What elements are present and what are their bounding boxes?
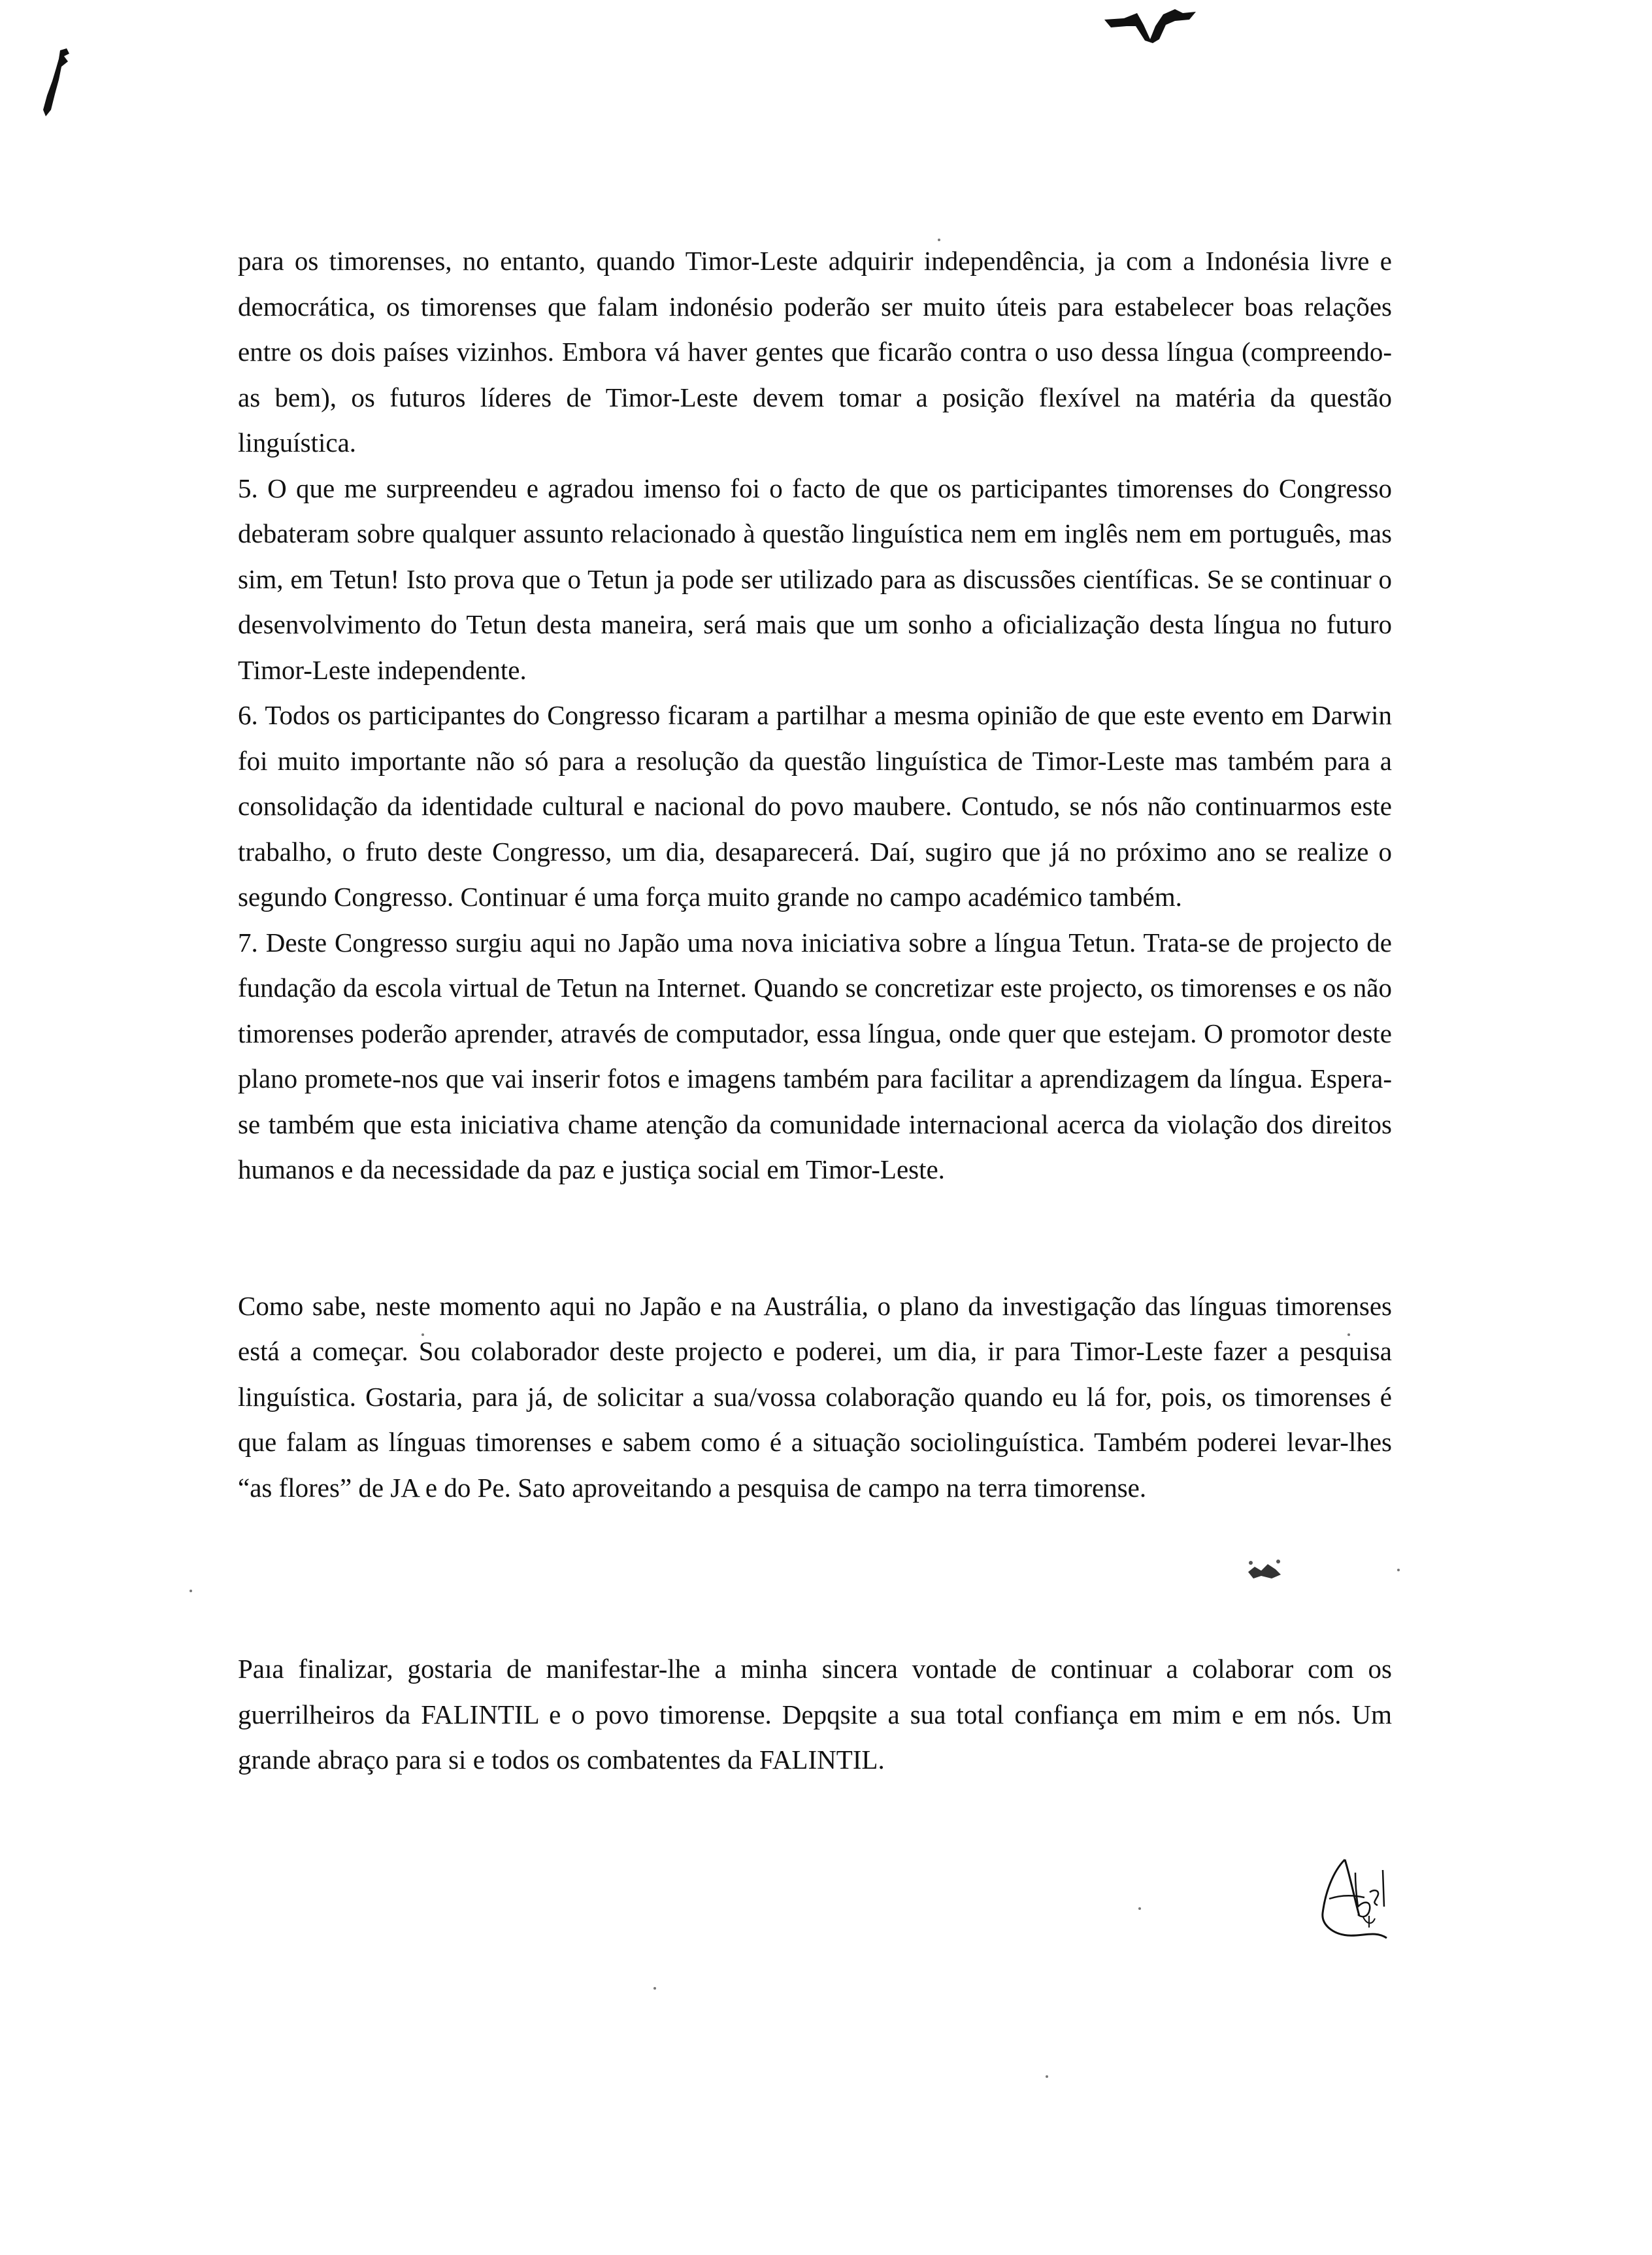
paragraph-research: Como sabe, neste momento aqui no Japão e na Austrália, o plano da investigação das línguas timorenses está a começar. Sou colaborador deste projecto e poderei, um dia, ir para Timor-Leste fazer a pesquisa linguística. Gostaria, para já, de solicitar a sua/vossa colaboração quando eu lá for, pois, os timorenses é que falam as línguas timorenses e sabem como é a situação sociolinguística. Também poderei levar-lhes “as flores” de JA e do Pe. Sato aproveitando a pesquisa de campo na terra timorense. [238, 1290, 1392, 1503]
paragraph-spacer [238, 1193, 1392, 1284]
scan-speck [190, 1590, 192, 1592]
scan-blot-mark [41, 47, 73, 119]
scan-speck [653, 1987, 656, 1990]
scan-blot-mark [1098, 0, 1202, 46]
scan-speck [1046, 2075, 1048, 2078]
scan-speck [1138, 1907, 1141, 1910]
scan-speck [1397, 1569, 1400, 1571]
paragraph-spacer [238, 1511, 1392, 1646]
paragraph-closing: Paıa finalizar, gostaria de manifestar-lhe a minha sincera vontade de continuar a colaborar com os guerrilheiros da FALINTIL e o povo timorense. Depqsite a sua total confiança em mim e em nós. Um grande abraço para si e todos os combatentes da FALINTIL. [238, 1654, 1392, 1775]
paragraph-language-policy: para os timorenses, no entanto, quando Timor-Leste adquirir independência, ja com a Indonésia livre e democrática, os timorenses que falam indonésio poderão ser muito úteis para estabelecer boas relações entre os dois países vizinhos. Embora vá haver gentes que ficarão contra o uso dessa língua (compreendo-as bem), os futuros líderes de Timor-Leste devem tomar a posição flexível na matéria da questão linguística. [238, 246, 1392, 458]
signature-text: Abel [653, 1199, 655, 1200]
letter-body [238, 239, 1392, 1783]
paragraph-point-6: 6. Todos os participantes do Congresso ficaram a partilhar a mesma opinião de que este evento em Darwin foi muito importante não só para a resolução da questão linguística de Timor-Leste mas também para a consolidação da identidade cultural e nacional do povo maubere. Contudo, se nós não continuarmos este trabalho, o fruto deste Congresso, um dia, desaparecerá. Daí, sugiro que já no próximo ano se realize o segundo Congresso. Continuar é uma força muito grande no campo académico também. [238, 700, 1392, 912]
paragraph-point-5: 5. O que me surpreendeu e agradou imenso foi o facto de que os participantes timorenses do Congresso debateram sobre qualquer assunto relacionado à questão linguística nem em inglês nem em português, mas sim, em Tetun! Isto prova que o Tetun ja pode ser utilizado para as discussões científicas. Se se continuar o desenvolvimento do Tetun desta maneira, será mais que um sonho a oficialização desta língua no futuro Timor-Leste independente. [238, 473, 1392, 685]
paragraph-point-7: 7. Deste Congresso surgiu aqui no Japão uma nova iniciativa sobre a língua Tetun. Trata-se de projecto de fundação da escola virtual de Tetun na Internet. Quando se concretizar este projecto, os timorenses e os não timorenses poderão aprender, através de computador, essa língua, onde quer que estejam. O promotor deste plano promete-nos que vai inserir fotos e imagens também para facilitar a aprendizagem da língua. Espera-se também que esta iniciativa chame atenção da comunidade internacional acerca da violação dos direitos humanos e da necessidade da paz e justiça social em Timor-Leste. [238, 927, 1392, 1184]
